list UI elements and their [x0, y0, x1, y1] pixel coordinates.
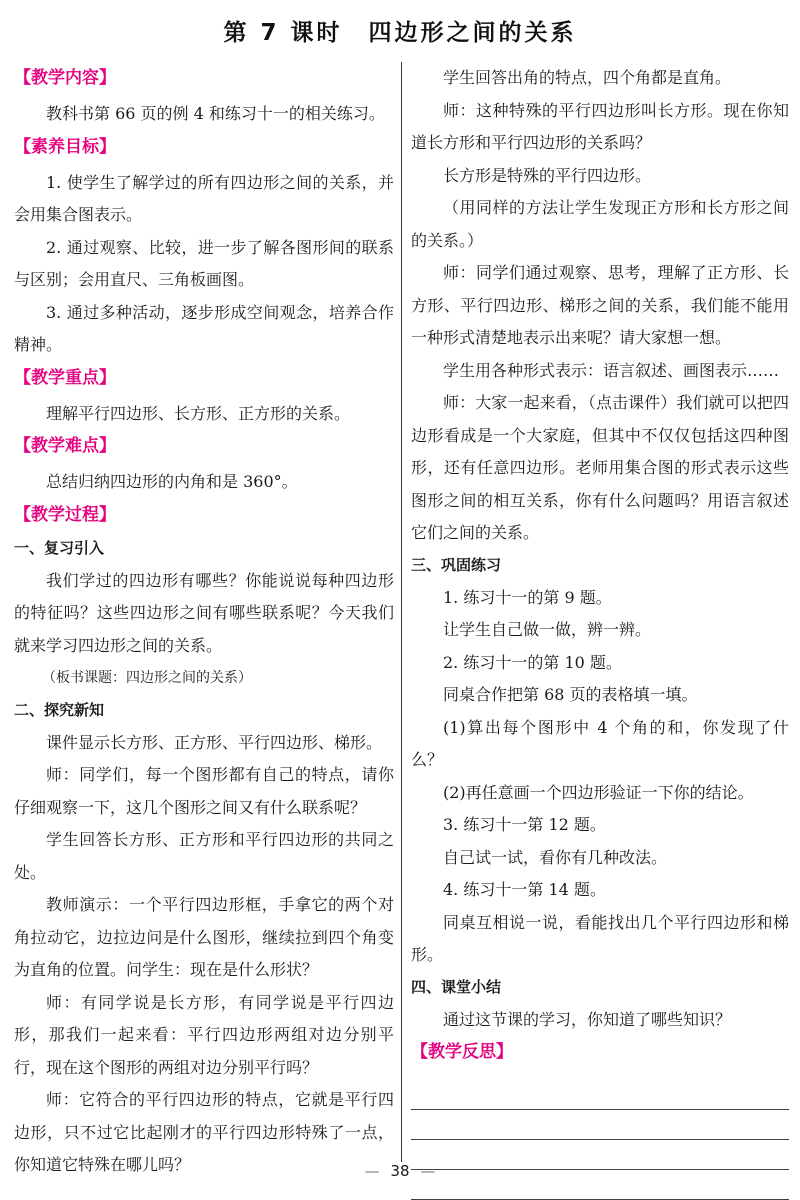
paragraph: 同桌互相说一说，看能找出几个平行四边形和梯形。: [411, 912, 789, 964]
paragraph: 教科书第 66 页的例 4 和练习十一的相关练习。: [46, 104, 385, 123]
writing-line[interactable]: [411, 1110, 789, 1140]
paragraph: 理解平行四边形、长方形、正方形的关系。: [46, 403, 351, 423]
subheading-explore: 二、探究新知: [14, 700, 105, 719]
paragraph: 我们学过的四边形有哪些？你能说说每种四边形的特征吗？这些四边形之间有哪些联系呢？今天我们就来学习四边形之间的关系。: [14, 570, 394, 655]
section-heading-content: 【教学内容】: [14, 68, 116, 88]
footer-dash-left: —: [364, 1162, 380, 1180]
paragraph: 同桌合作把第 68 页的表格填一填。: [443, 685, 698, 704]
section-heading-goals: 【素养目标】: [14, 136, 116, 157]
footer-dash-right: —: [420, 1162, 436, 1180]
paragraph: 让学生自己做一做，辨一辨。: [443, 620, 652, 639]
paragraph: 师：这种特殊的平行四边形叫长方形。现在你知道长方形和平行四边形的关系吗？: [411, 100, 789, 152]
paragraph: 3. 练习十一第 12 题。: [443, 815, 606, 834]
paragraph: 课件显示长方形、正方形、平行四边形、梯形。: [46, 732, 383, 752]
paragraph: 自己试一试，看你有几种改法。: [443, 847, 668, 867]
paragraph: 3. 通过多种活动，逐步形成空间观念，培养合作精神。: [14, 302, 394, 354]
paragraph: 4. 练习十一第 14 题。: [443, 880, 606, 899]
left-column: [14, 62, 394, 1182]
page-footer: [0, 1162, 800, 1180]
paragraph: 学生回答出角的特点，四个角都是直角。: [443, 68, 732, 87]
paragraph: 师：它符合的平行四边形的特点，它就是平行四边形，只不过它比起刚才的平行四边形特殊了一点，你知道它特殊在哪儿吗？: [14, 1090, 394, 1174]
subheading-practice: 三、巩固练习: [411, 555, 502, 574]
paragraph: 2. 通过观察、比较，进一步了解各图形间的联系与区别；会用直尺、三角板画图。: [14, 237, 394, 289]
page-number: 38: [390, 1162, 410, 1180]
right-column: [411, 62, 789, 1200]
paragraph: （用同样的方法让学生发现正方形和长方形之间的关系。）: [411, 198, 789, 250]
writing-line[interactable]: [411, 1080, 789, 1110]
paragraph: 师：大家一起来看，（点击课件）我们就可以把四边形看成是一个大家庭，但其中不仅仅包括这四种图形，还有任意四边形。老师用集合图的形式表示这些图形之间的相互关系，你有什么问题吗？用语言叙述它们之间的关系。: [411, 393, 789, 542]
subheading-review: 一、复习引入: [14, 538, 105, 557]
paragraph: 师：同学们通过观察、思考，理解了正方形、长方形、平行四边形、梯形之间的关系，我们能不能用一种形式清楚地表示出来呢？请大家想一想。: [411, 263, 789, 347]
paragraph: 教师演示：一个平行四边形框，手拿它的两个对角拉动它，边拉边问是什么图形，继续拉到四个角变为直角的位置。问学生：现在是什么形状？: [14, 895, 394, 979]
section-heading-difficulty: 【教学难点】: [14, 436, 116, 456]
paragraph: 师：有同学说是长方形，有同学说是平行四边形，那我们一起来看：平行四边形两组对边分别平行，现在这个图形的两组对边分别平行吗？: [14, 992, 394, 1077]
paragraph: 长方形是特殊的平行四边形。: [443, 165, 652, 185]
paragraph: (2)再任意画一个四边形验证一下你的结论。: [443, 782, 754, 802]
paragraph: 总结归纳四边形的内角和是 360°。: [46, 472, 298, 491]
section-heading-key: 【教学重点】: [14, 367, 116, 388]
paragraph: 1. 练习十一的第 9 题。: [443, 587, 612, 607]
paragraph: 学生回答长方形、正方形和平行四边形的共同之处。: [14, 830, 394, 882]
paragraph: 通过这节课的学习，你知道了哪些知识？: [443, 1009, 732, 1029]
section-heading-process: 【教学过程】: [14, 504, 116, 525]
page-title: 第 7 课时 四边形之间的关系: [223, 20, 577, 46]
paragraph: (1)算出每个图形中 4 个角的和，你发现了什么？: [411, 717, 789, 769]
subheading-summary: 四、课堂小结: [411, 977, 502, 996]
column-divider: [401, 62, 402, 1162]
section-heading-reflection: 【教学反思】: [411, 1042, 513, 1062]
paragraph: 学生用各种形式表示：语言叙述、画图表示……: [443, 360, 780, 380]
paragraph: 2. 练习十一的第 10 题。: [443, 652, 622, 672]
paragraph: 1. 使学生了解学过的所有四边形之间的关系，并会用集合图表示。: [14, 172, 394, 224]
reflection-lines: [411, 1080, 789, 1200]
paragraph: 师：同学们，每一个图形都有自己的特点，请你仔细观察一下，这几个图形之间又有什么联系呢？: [14, 765, 394, 817]
paragraph: （板书课题：四边形之间的关系）: [42, 670, 252, 686]
